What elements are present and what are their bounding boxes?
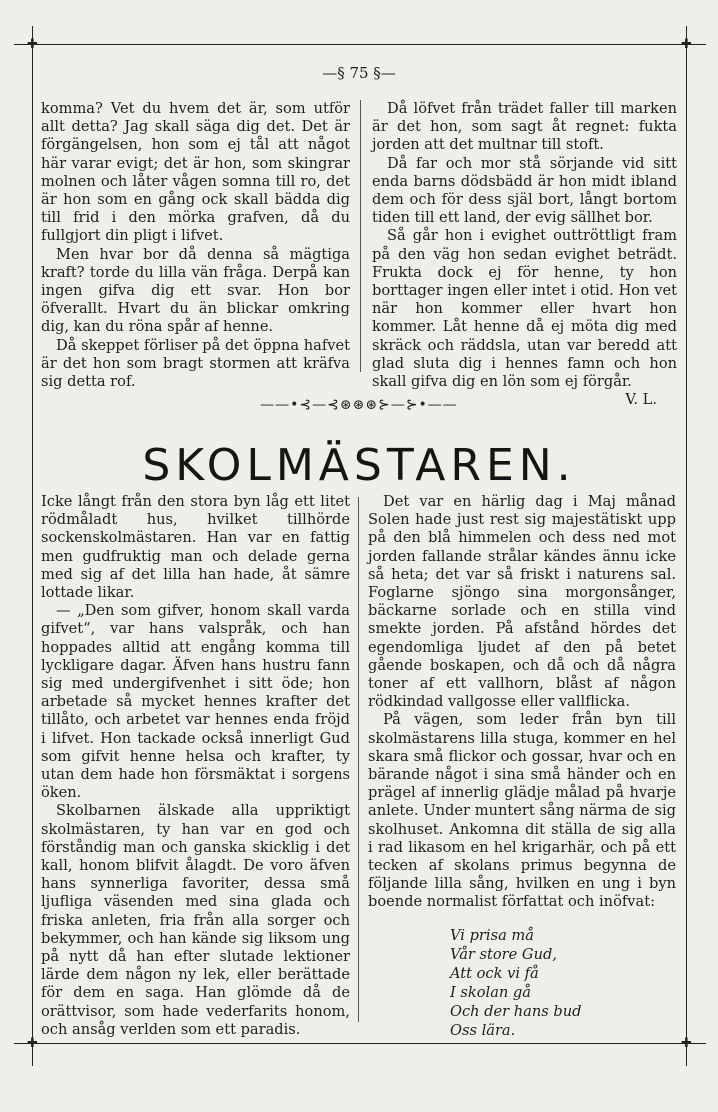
frame-left-rule [32, 26, 33, 1066]
poem-line: Att ock vi få [450, 964, 539, 982]
paragraph: komma? Vet du hvem det är, som utför allt detta? Jag skall säga dig det. Det är förgängelsen, hon som ej tål att något här varar evigt; det är hon, som skingrar molnen och låter vågen somna till ro, det är hon som en gång ock skall bädda dig till frid i den mörka grafven, då du fullgjort din pligt i lifvet. [41, 100, 350, 245]
paragraph: Men hvar bor då denna så mägtiga kraft? torde du lilla vän fråga. Derpå kan ingen gifva dig ett svar. Hon bor öfverallt. Hvart du än blickar omkring dig, kan du röna spår af henne. [41, 245, 350, 336]
poem-line: I skolan gå [450, 983, 531, 1001]
frame-top-rule [14, 44, 706, 45]
article-title: SKOLMÄSTAREN. [142, 440, 576, 491]
poem-line: Vi prisa må [450, 926, 534, 944]
bottom-left-column [41, 493, 350, 1039]
paragraph: Då far och mor stå sörjande vid sitt enda barns dödsbädd är hon midt ibland dem och för dess själ bort, långt bortom tiden till ett land, der evig sällhet bor. [372, 154, 677, 227]
page-number: —§ 75 §— [322, 64, 396, 82]
poem-line: Och der hans bud [450, 1002, 582, 1020]
corner-mark-top-left: ✚ [27, 37, 38, 52]
paragraph: Då skeppet förliser på det öppna hafvet är det hon som bragt stormen att kräfva sig detta rof. [41, 336, 350, 391]
paragraph: Icke långt från den stora byn låg ett litet rödmåladt hus, hvilket tillhörde sockenskolmästaren. Han var en fattig men gudfruktig man och delade gerna med sig af det lilla han hade, åt sämre lottade likar. [41, 493, 350, 602]
paragraph: Det var en härlig dag i Maj månad Solen hade just rest sig majestätiskt upp på den blå himmelen och dess ned mot jorden fallande strålar kändes ännu icke så heta; det var så friskt i naturens sal. Foglarne sjöngo sina morgonsånger, bäckarne sorlade och en stilla vind smekte jorden. På afstånd hördes det egendomliga ljudet af den på betet gående boskapen, och då och då några toner af ett vallhorn, blåst af någon rödkindad vallgosse eller vallflicka. [368, 493, 676, 711]
top-right-column [372, 100, 677, 409]
column-divider [358, 497, 359, 1022]
paragraph: Skolbarnen älskade alla uppriktigt skolmästaren, ty han var en god och förståndig man och ganska skicklig i det kall, honom blifvit ålagdt. De voro äfven hans synnerliga favoriter, dessa små ljufliga väsenden med sina glada och friska anleten, fria från alla sorger och bekymmer, och han kände sig liksom ung på nytt då han efter slutade lektioner lärde dem någon ny lek, eller berättade för dem en saga. Han glömde då de orättvisor, som hade vederfarits honom, och ansåg verlden som ett paradis. [41, 802, 350, 1038]
frame-bottom-rule [14, 1043, 706, 1044]
paragraph: Då löfvet från trädet faller till marken är det hon, som sagt åt regnet: fukta jorden att det multnar till stoft. [372, 100, 677, 154]
paragraph: Så går hon i evighet outtröttligt fram på den väg hon sedan evighet beträdt. Frukta dock ej för henne, ty hon borttager ingen eller intet i otid. Hon vet när hon kommer eller hvart hon kommer. Låt henne då ej möta dig med skräck och räddsla, utan var beredd att glad sluta dig i hennes famn och hon skall gifva dig en lön som ej förgår. [372, 227, 677, 391]
top-left-column [41, 100, 350, 391]
corner-mark-bottom-right: ✚ [681, 1036, 692, 1051]
corner-mark-top-right: ✚ [681, 37, 692, 52]
paragraph: — „Den som gifver, honom skall varda gifvet“, var hans valspråk, och han hoppades alltid att engång komma till lyckligare dagar. Äfven hans hustru fann sig med undergifvenhet i sitt öde; hon arbetade så mycket hennes krafter det tillåto, och arbetet var hennes enda fröjd i lifvet. Hon tackade också innerligt Gud som gifvit henne helsa och krafter, ty utan dem hade hon försmäktat i sorgens öken. [41, 602, 350, 802]
bottom-right-column [368, 493, 676, 1040]
paragraph: På vägen, som leder från byn till skolmästarens lilla stuga, kommer en hel skara små flickor och gossar, hvar och en bärande något i sina små händer och en prägel af innerlig glädje målad på hvarje anlete. Under muntert sång närma de sig skolhuset. Ankomna dit ställa de sig alla i rad likasom en hel krigarhär, och på ett tecken af skolans primus begynna de följande lilla sång, hvilken en ung i byn boende normalist författat och inöfvat: [368, 711, 676, 911]
decorative-divider: ——•⊰—⊰⊛⊛⊛⊱—⊱•—— [260, 397, 458, 413]
frame-right-rule [686, 26, 687, 1066]
poem [450, 926, 676, 1040]
corner-mark-bottom-left: ✚ [27, 1036, 38, 1051]
poem-line: Oss lära. [450, 1021, 516, 1039]
poem-line: Vår store Gud, [450, 945, 557, 963]
column-divider [360, 100, 361, 372]
author-signature: V. L. [625, 391, 657, 409]
